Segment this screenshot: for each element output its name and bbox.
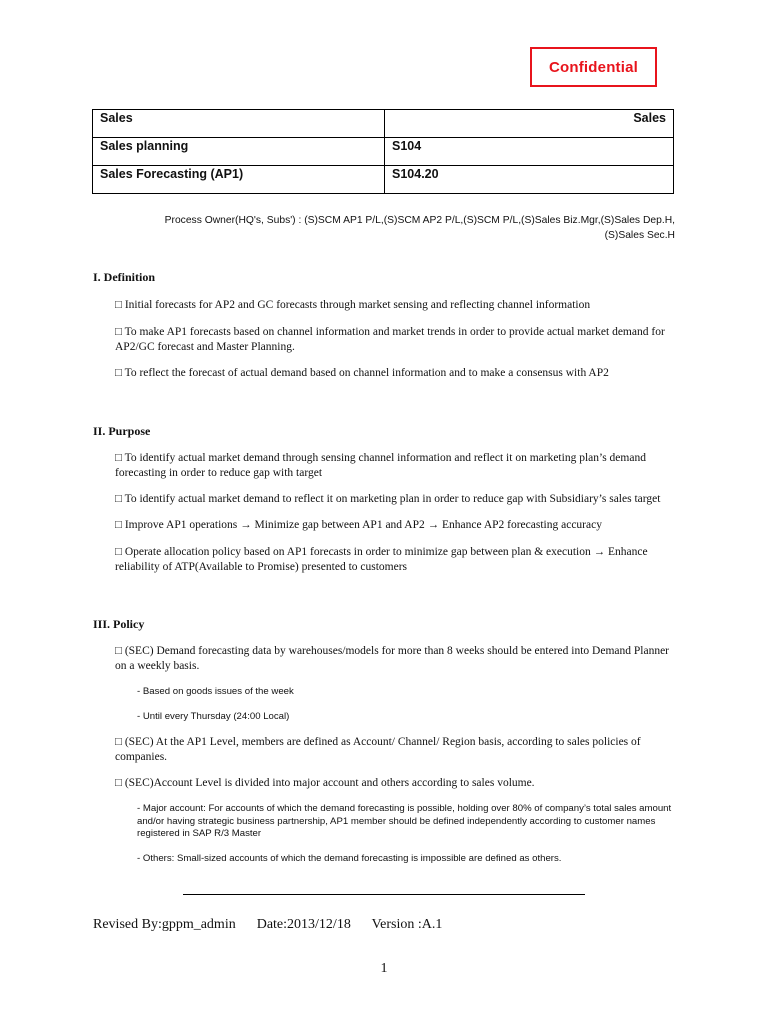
- purpose-item: □ To identify actual market demand through sensing channel information and reflect it on marketing plan’s demand forecasting in order to reduce gap with target: [115, 452, 646, 479]
- policy-sub-item: - Based on goods issues of the week: [137, 686, 294, 697]
- revision-footer: [93, 917, 442, 933]
- process-owner-line: (S)Sales Sec.H: [604, 230, 675, 241]
- header-cell-category-right: Sales: [385, 110, 674, 138]
- process-owner-line: Process Owner(HQ's, Subs') : (S)SCM AP1 P/L,(S)SCM AP2 P/L,(S)SCM P/L,(S)Sales Biz.Mgr,(S)Sales Dep.H,: [164, 215, 675, 226]
- revision-version: Version :A.1: [371, 917, 443, 932]
- section-title-policy: III. Policy: [93, 617, 145, 631]
- section-title-definition: I. Definition: [93, 270, 156, 284]
- confidential-stamp: Confidential: [530, 47, 657, 87]
- page-number: 1: [380, 961, 388, 976]
- process-owner: [100, 213, 675, 243]
- definition-item: □ To make AP1 forecasts based on channel information and market trends in order to provide actual market demand for AP2/GC forecast and Master Planning.: [115, 326, 665, 353]
- definition-item: □ To reflect the forecast of actual demand based on channel information and to make a consensus with AP2: [115, 367, 609, 379]
- table-row: [93, 138, 674, 166]
- purpose-item: □ Improve AP1 operations → Minimize gap between AP1 and AP2 → Enhance AP2 forecasting accuracy: [115, 519, 602, 531]
- header-cell-process: Sales planning: [93, 138, 385, 166]
- header-cell-subprocess-code: S104.20: [385, 166, 674, 194]
- policy-item: □ (SEC)Account Level is divided into major account and others according to sales volume.: [115, 777, 535, 789]
- table-row: [93, 110, 674, 138]
- policy-item: □ (SEC) Demand forecasting data by warehouses/models for more than 8 weeks should be entered into Demand Planner on a weekly basis.: [115, 645, 669, 672]
- policy-sub-item: - Until every Thursday (24:00 Local): [137, 711, 290, 722]
- revised-by: Revised By:gppm_admin: [93, 917, 236, 932]
- revision-date: Date:2013/12/18: [256, 917, 351, 932]
- header-cell-process-code: S104: [385, 138, 674, 166]
- purpose-item: □ To identify actual market demand to reflect it on marketing plan in order to reduce gap with Subsidiary’s sales target: [115, 493, 661, 505]
- policy-sub-item: - Major account: For accounts of which the demand forecasting is possible, holding over 80% of company’s total sales amount and/or having strategic business partnership, AP1 member should be defined independently according to customer names registered in SAP R/3 Master: [137, 803, 672, 839]
- header-cell-subprocess: Sales Forecasting (AP1): [93, 166, 385, 194]
- policy-item: □ (SEC) At the AP1 Level, members are defined as Account/ Channel/ Region basis, according to sales policies of companies.: [115, 736, 641, 763]
- purpose-item: □ Operate allocation policy based on AP1 forecasts in order to minimize gap between plan & execution → Enhance reliability of ATP(Available to Promise) presented to customers: [115, 546, 648, 573]
- definition-item: □ Initial forecasts for AP2 and GC forecasts through market sensing and reflecting channel information: [115, 299, 591, 311]
- footer-divider: [183, 894, 585, 895]
- header-cell-category: Sales: [93, 110, 385, 138]
- table-row: [93, 166, 674, 194]
- section-title-purpose: II. Purpose: [93, 424, 151, 438]
- document-header-table: [92, 109, 674, 194]
- policy-sub-item: - Others: Small-sized accounts of which the demand forecasting is impossible are defined as others.: [137, 853, 562, 864]
